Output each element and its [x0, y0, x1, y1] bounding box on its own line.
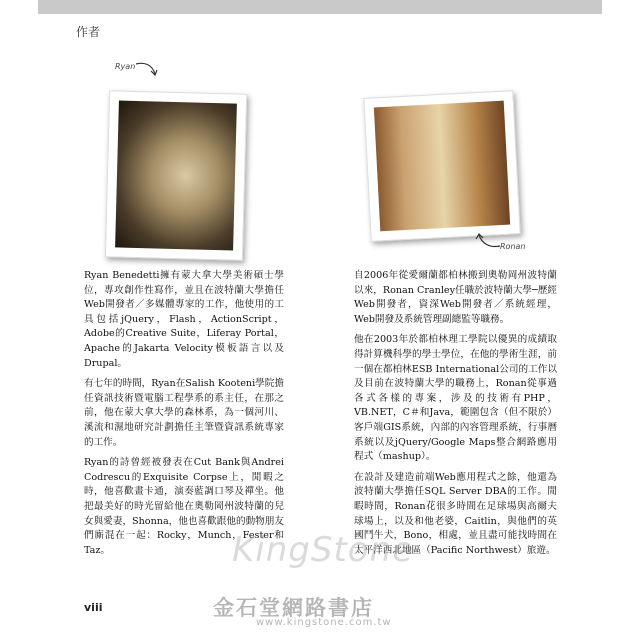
caption-ronan: Ronan: [500, 242, 526, 251]
watermark-store-name: 金石堂網路書店: [213, 596, 374, 620]
ronan-photo: [363, 90, 520, 242]
arrow-icon: [474, 232, 502, 252]
paragraph: Ryan Benedetti擁有蒙大拿大學美術碩士學位，專攻創作性寫作，並且在波特蘭大學擔任Web開發者／多媒體專家的工作，他使用的工具包括jQuery，Flash，ActionScript，Adobe的Creative Suite，Liferay Portal，Apache的Jakarta Velocity模板語言以及Drupal。: [84, 270, 284, 369]
paragraph: 他在2003年於都柏林理工學院以優異的成績取得計算機科學的學士學位，在他的學術生涯，前一個在都柏林ESB International公司的工作以及目前在波特蘭大學的職務上，Ronan從事過各式各樣的專案，涉及的技術有PHP，VB.NET，C＃和Java，範圍包含（但不限於）客戶端GIS系統，內部的內容管理系統，行事曆系統以及jQuery/Google Maps整合網路應用程式（mashup）。: [354, 334, 557, 463]
watermark-logo: KingStone: [232, 530, 415, 570]
paragraph: Ryan的詩曾經被發表在Cut Bank與Andrei Codrescu的Exquisite Corpse上，閒暇之時，他喜歡畫卡通，演奏藍調口琴及禪坐。他把最美好的時光留給他在奧勒岡州波特蘭的兒女與愛妻，Shonna，他也喜歡跟他的動物朋友們廝混在一起：Rocky，Munch，Fester和Taz。: [84, 457, 284, 556]
right-column: [354, 269, 557, 564]
arrow-icon: [134, 60, 160, 80]
left-column: [84, 269, 284, 564]
paragraph: 有七年的時間，Ryan在Salish Kooteni學院擔任資訊技術暨電腦工程學系的系主任，在那之前，他在蒙大拿大學的森林系，為一個河川、溪流和濕地研究計劃擔任主筆暨資訊系統專家的工作。: [84, 378, 284, 448]
page-number: viii: [84, 601, 103, 614]
caption-ryan: Ryan: [115, 62, 136, 71]
watermark-url: www.kingstone.com.tw: [256, 617, 392, 628]
section-label: 作者: [76, 25, 101, 39]
paragraph: 在設計及建造前端Web應用程式之餘，他還為波特蘭大學擔任SQL Server DBA的工作。閒暇時間，Ronan花很多時間在足球場與高爾夫球場上，以及和他老婆，Caitlin，與他們的英國鬥牛犬，Bono，相處，並且盡可能找時間在太平洋西北地區（Pacific Northwest）旅遊。: [354, 471, 557, 556]
top-bar: [38, 0, 602, 14]
ryan-photo: [105, 90, 247, 261]
paragraph: 自2006年從愛爾蘭都柏林搬到奧勒岡州波特蘭以來，Ronan Cranley任職於波特蘭大學─歷經Web開發者，資深Web開發者／系統經理，Web開發及系統管理副總監等職務。: [354, 270, 557, 325]
